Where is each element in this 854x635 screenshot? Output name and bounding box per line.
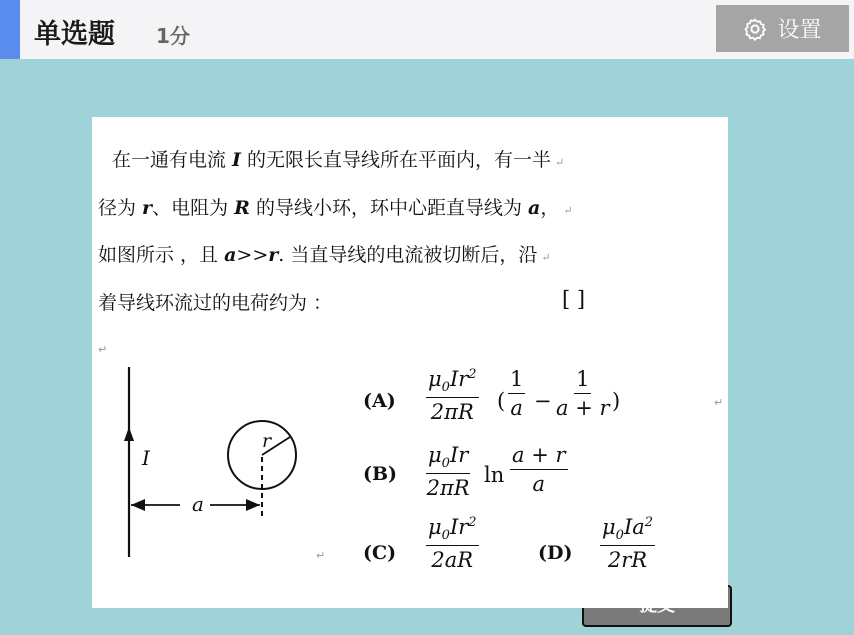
option-a-term-1: $\frac{1}{a}$: [510, 367, 524, 420]
radius-label: r: [262, 430, 272, 452]
settings-label: 设置: [777, 18, 822, 43]
option-b-fraction: $\frac{\mu_0Ir}{2\pi R}$: [426, 443, 470, 501]
question-line-4: 着导线环流过的电荷约为 ：: [98, 292, 333, 314]
option-a-term-2: $\frac{1}{a + r}$: [556, 367, 610, 420]
option-b-log-fraction: $\frac{a + r}{a}$: [512, 443, 566, 496]
question-type-title: 单选题: [34, 19, 115, 50]
header-accent-bar: [0, 0, 20, 59]
circuit-figure: [112, 357, 312, 567]
paragraph-mark: ↵: [316, 549, 326, 562]
question-line-3: 如图所示 ，且 a>>r. 当直导线的电流被切断后，沿 ↵: [98, 244, 551, 266]
question-score: 1分: [156, 24, 190, 48]
option-d-fraction: $\frac{\mu_0Ia^2}{2rR}$: [602, 515, 654, 573]
option-d-label: (D): [538, 542, 573, 564]
question-line-2: 径为 r、电阻为 R 的导线小环，环中心距直导线为 a， ↵: [98, 197, 573, 219]
current-label: I: [142, 446, 150, 470]
settings-button[interactable]: [716, 5, 849, 52]
option-a-label: (A): [363, 390, 396, 412]
answer-bracket: [ ]: [562, 287, 586, 311]
distance-label: a: [192, 492, 204, 516]
question-line-1: 在一通有电流 I 的无限长直导线所在平面内，有一半 ↵: [112, 149, 565, 171]
paragraph-mark: ↵: [98, 343, 108, 356]
option-b-label: (B): [363, 463, 398, 485]
gear-icon: [743, 17, 767, 41]
option-c-fraction: $\frac{\mu_0Ir^2}{2aR}$: [428, 515, 477, 573]
paragraph-mark: ↵: [714, 396, 724, 409]
current-arrow: [124, 427, 134, 441]
question-image: 在一通有电流 I 的无限长直导线所在平面内，有一半 ↵ 径为 r、电阻为 R 的导线小环，环中心距直导线为 a， ↵ 如图所示 ，且 a>>r. 当直导线的电流被切断后，沿 ↵ 着导线环流过的电荷约为 ： [ ] ↵ ↵ ↵ I r a (A) $\frac{\mu_0Ir^2}{2\pi R}$ ( $\frac{1}{a}$ − $\frac{1}{a + r}$ ) (B) $\frac{\mu_0Ir}{2\pi R}$ ln $\frac{a + r}{a}$ (C) $\frac{\mu_0Ir^2}{2aR}$ (D) $\frac{\mu_0Ia^2}{2rR}$: [92, 117, 728, 608]
option-c-label: (C): [363, 542, 397, 564]
question-header: [0, 0, 854, 59]
option-a-fraction: $\frac{\mu_0Ir^2}{2\pi R}$: [428, 367, 477, 425]
